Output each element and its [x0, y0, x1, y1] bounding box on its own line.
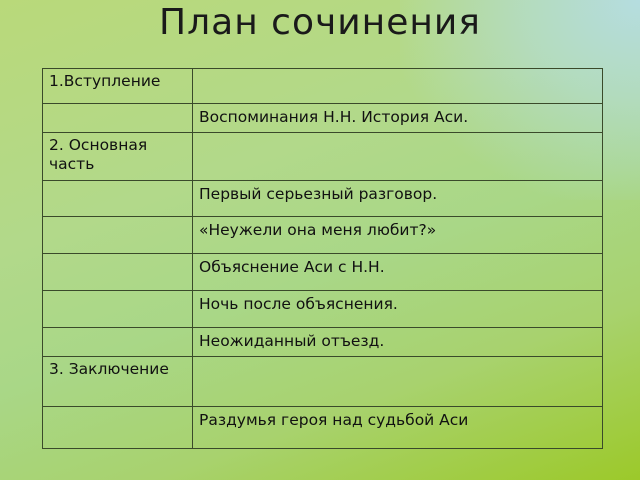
table-cell-item	[193, 217, 603, 254]
cell-text	[49, 181, 186, 184]
cell-text	[49, 407, 186, 410]
cell-text: Воспоминания Н.Н. История Аси.	[199, 108, 469, 126]
table-row	[43, 291, 603, 328]
table-row	[43, 181, 603, 217]
table-cell-item	[193, 328, 603, 357]
table-cell-item	[193, 357, 603, 407]
table-cell-item	[193, 181, 603, 217]
table-row	[43, 217, 603, 254]
table-cell-section	[43, 357, 193, 407]
table-cell-item	[193, 69, 603, 104]
table-row	[43, 357, 603, 407]
cell-text: «Неужели она меня любит?»	[199, 221, 437, 239]
cell-text	[199, 357, 596, 361]
table-cell-section	[43, 328, 193, 357]
table-cell-section	[43, 291, 193, 328]
table-cell-item	[193, 104, 603, 133]
table-row	[43, 407, 603, 449]
cell-text: Неожиданный отъезд.	[199, 332, 385, 350]
table-cell-section	[43, 217, 193, 254]
table-cell-section	[43, 133, 193, 181]
essay-plan-table	[42, 68, 603, 449]
cell-text: Объяснение Аси с Н.Н.	[199, 258, 385, 276]
table-cell-item	[193, 407, 603, 449]
table-cell-item	[193, 291, 603, 328]
table-cell-section	[43, 407, 193, 449]
table-row	[43, 328, 603, 357]
cell-text: Ночь после объяснения.	[199, 295, 398, 313]
table-cell-item	[193, 133, 603, 181]
table-row	[43, 104, 603, 133]
page-title: План сочинения	[159, 2, 481, 43]
table-cell-section	[43, 104, 193, 133]
cell-text	[199, 69, 596, 73]
cell-text: Первый серьезный разговор.	[199, 185, 438, 203]
cell-text	[199, 133, 596, 137]
cell-text	[49, 104, 186, 107]
cell-text	[49, 254, 186, 257]
cell-text: 3. Заключение	[49, 360, 169, 378]
cell-text	[49, 217, 186, 220]
cell-text: 1.Вступление	[49, 72, 161, 90]
table-row	[43, 254, 603, 291]
table-row	[43, 133, 603, 181]
cell-text	[49, 291, 186, 294]
table-cell-section	[43, 69, 193, 104]
table-row	[43, 69, 603, 104]
table-cell-item	[193, 254, 603, 291]
cell-text	[49, 328, 186, 331]
cell-text: Раздумья героя над судьбой Аси	[199, 411, 469, 429]
cell-text: 2. Основная часть	[49, 136, 148, 173]
table-cell-section	[43, 254, 193, 291]
table-cell-section	[43, 181, 193, 217]
